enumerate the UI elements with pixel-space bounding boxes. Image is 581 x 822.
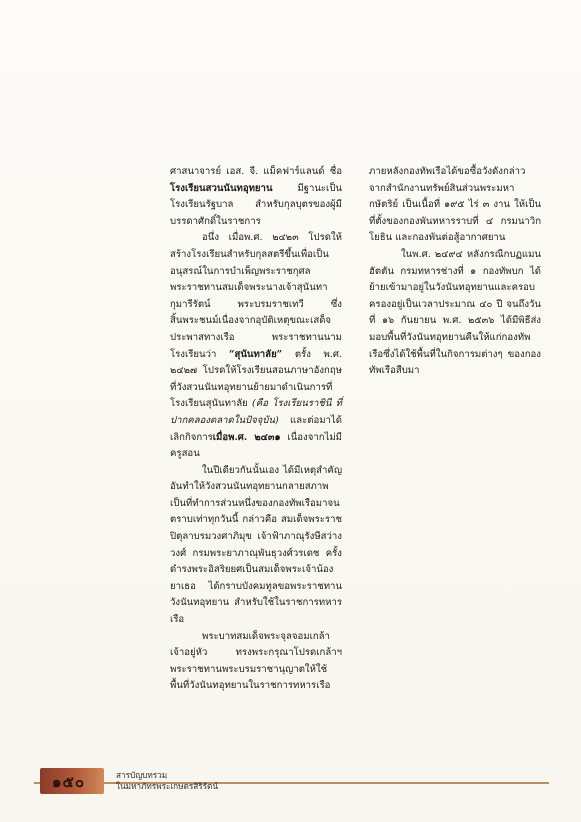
school-name-quoted: “สุนันทาลัย” <box>228 348 283 360</box>
text-run: อนึ่ง เมื่อพ.ศ. ๒๔๒๓ โปรดให้สร้างโรงเรียนสำหรับกุลสตรีขึ้นเพื่อเป็นอนุสรณ์ในการบำเพ็ญพระราชกุศลพระราชทานสมเด็จพระนางเจ้าสุนันทากุมารีรัตน์ พระบรมราชเทวี ซึ่งสิ้นพระชนม์เนื่องจากอุบัติเหตุขณะเสด็จประพาสทางเรือ พระราชทานนามโรงเรียนว่า <box>170 232 342 360</box>
paragraph <box>170 164 342 230</box>
paragraph <box>170 230 342 462</box>
running-footer-title <box>116 770 218 792</box>
left-column <box>170 164 342 695</box>
footer-rule <box>34 782 549 784</box>
parenthetical-note: (คือ โรงเรียนราชินี ที่ปากคลองตลาดในปัจจุบัน) <box>170 398 342 426</box>
date-emphasis: เมื่อพ.ศ. ๒๔๓๑ <box>212 431 281 443</box>
footer-title-line: สารบัญบทรวม <box>116 770 168 780</box>
text-run: ศาสนาจารย์ เอส. จี. แม็คฟาร์แลนด์ ชื่อ <box>170 166 342 177</box>
paragraph: ภายหลังกองทัพเรือได้ขอซื้อวังดังกล่าวจากสำนักงานทรัพย์สินส่วนพระมหากษัตริย์ เป็นเนื้อที่ ๑๙๕ ไร่ ๓ งาน ให้เป็นที่ตั้งของกองพันทหารราบที่ ๔ กรมนาวิกโยธิน และกองพันต่อสู้อากาศยาน <box>369 166 541 244</box>
footer-title-line: ในมหาภัทรพระเกษตรสิริรัตน์ <box>116 781 218 791</box>
page-number: ๑๕๐ <box>52 773 86 791</box>
paragraph: ในปีเดียวกันนั้นเอง ได้มีเหตุสำคัญอันทำให้วังสวนนันทอุทยานกลายสภาพเป็นที่ทำการส่วนหนึ่งของกองทัพเรือมาจนตราบเท่าทุกวันนี้ กล่าวคือ สมเด็จพระราชปิตุลาบรมวงศาภิมุข เจ้าฟ้าภาณุรังษีสว่างวงศ์ กรมพระยาภาณุพันธุวงศ์วรเดช ครั้งดำรงพระอิสริยยศเป็นสมเด็จพระเจ้าน้องยาเธอ ได้กราบบังคมทูลขอพระราชทานวังนันทอุทยาน สำหรับใช้ในราชการทหารเรือ <box>170 464 342 626</box>
paragraph: ในพ.ศ. ๒๔๙๔ หลังกรณีกบฏแมนฮัตตัน กรมทหารช่างที่ ๑ กองทัพบก ได้ย้ายเข้ามาอยู่ในวังนันทอุทยานและครอบครองอยู่เป็นเวลาประมาณ ๔๐ ปี จนถึงวันที่ ๑๖ กันยายน พ.ศ. ๒๕๓๖ ได้มีพิธีส่งมอบพื้นที่วังนันทอุทยานคืนให้แก่กองทัพเรือซึ่งได้ใช้พื้นที่ในกิจการมต่างๆ ของกองทัพเรือสืบมา <box>369 248 541 377</box>
right-column <box>369 164 541 380</box>
text-run: เนื่องจากไม่มีครูสอน <box>170 431 342 460</box>
text-run: มีฐานะเป็นโรงเรียนรัฐบาล สำหรับกุลบุตรของผู้มีบรรดาศักดิ์ในราชการ <box>170 182 342 227</box>
text-run: และต่อมาได้เลิกกิจการ <box>170 414 342 443</box>
text-run: ตรั้ง พ.ศ. ๒๔๒๗ โปรดให้โรงเรียนสอนภาษาอังกฤษ ที่วังสวนนันทอุทยานย้ายมาดำเนินการที่โรงเรียนสุนันทาลัย <box>170 348 342 410</box>
school-name: โรงเรียนสวนนันทอุทยาน <box>170 182 273 194</box>
paragraph: พระบาทสมเด็จพระจุลจอมเกล้าเจ้าอยู่หัว ทรงพระกรุณาโปรดเกล้าฯ พระราชทานพระบรมราชานุญาตให้ใช้พื้นที่วังนันทอุทยานในราชการทหารเรือ <box>170 630 342 692</box>
